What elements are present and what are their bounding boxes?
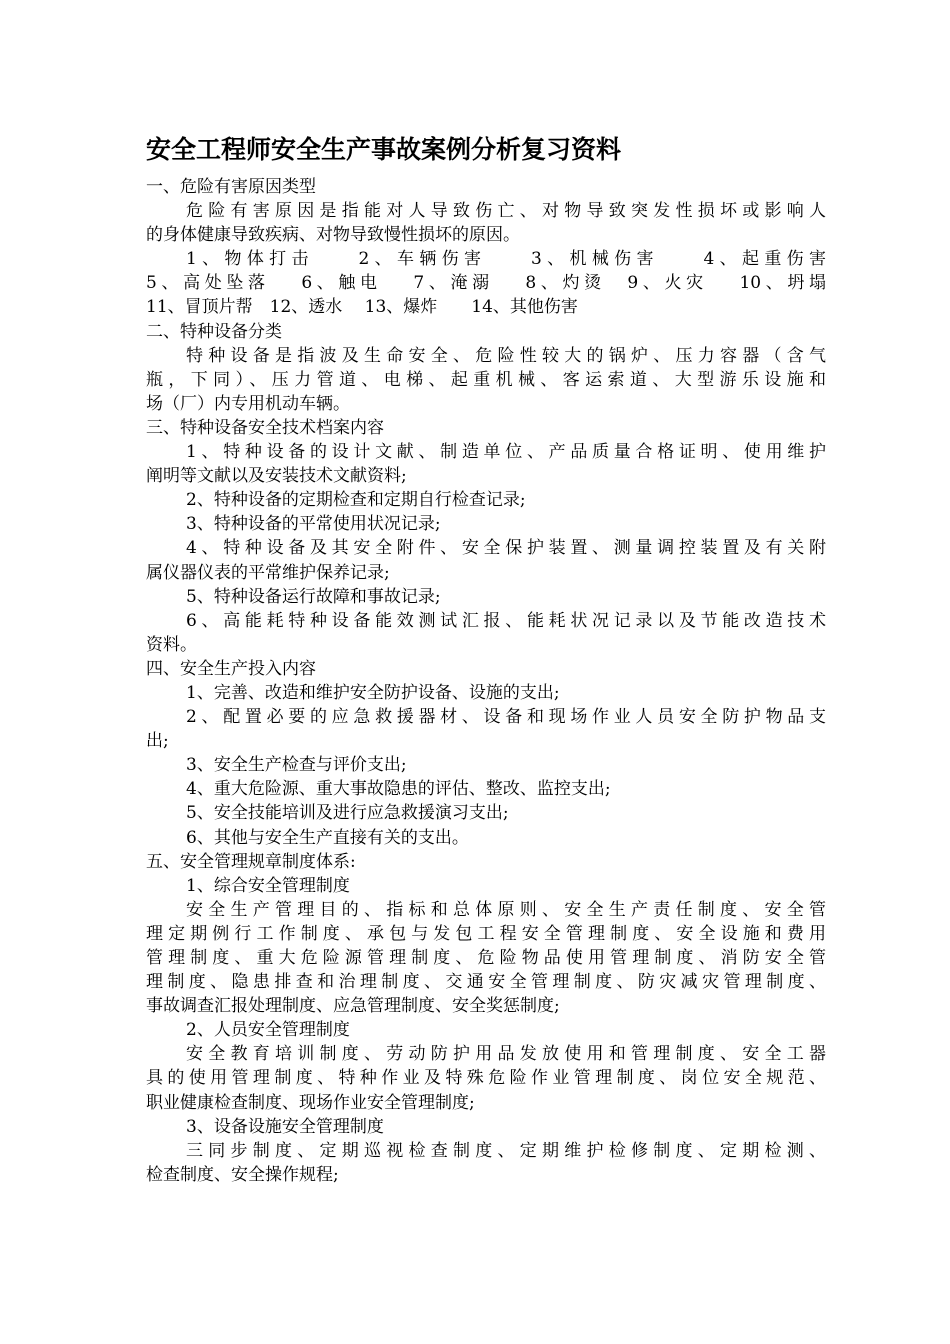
text-line: 6、高能耗特种设备能效测试汇报、能耗状况记录以及节能改造技术: [186, 610, 826, 631]
text-line: 5、高处坠落 6、触电 7、淹溺 8、灼烫 9、火灾 10、坍塌: [146, 273, 826, 294]
text-line: 五、安全管理规章制度体系:: [146, 851, 356, 872]
text-line: 1、特种设备的设计文献、制造单位、产品质量合格证明、使用维护: [186, 442, 826, 463]
text-line: 资料。: [146, 634, 197, 655]
text-line: 管理制度、重大危险源管理制度、危险物品使用管理制度、消防安全管: [146, 948, 826, 968]
text-line: 瓶，下同）、压力管道、电梯、起重机械、客运索道、大型游乐设施和: [146, 369, 826, 390]
text-line: 理定期例行工作制度、承包与发包工程安全管理制度、安全设施和费用: [146, 923, 826, 944]
text-line: 2、特种设备的定期检查和定期自行检查记录;: [186, 490, 526, 511]
text-line: 3、安全生产检查与评价支出;: [186, 755, 407, 776]
text-line: 3、设备设施安全管理制度: [186, 1116, 384, 1137]
text-line: 属仪器仪表的平常维护保养记录;: [146, 562, 390, 583]
text-line: 场（厂）内专用机动车辆。: [146, 393, 350, 414]
text-line: 5、安全技能培训及进行应急救援演习支出;: [186, 803, 509, 824]
text-line: 具的使用管理制度、特种作业及特殊危险作业管理制度、岗位安全规范、: [146, 1068, 826, 1089]
document-title: 安全工程师安全生产事故案例分析复习资料: [146, 135, 622, 164]
document-body: [146, 175, 826, 1187]
text-line: 检查制度、安全操作规程;: [146, 1164, 339, 1185]
text-line: 3、特种设备的平常使用状况记录;: [186, 514, 441, 535]
text-line: 1、综合安全管理制度: [186, 875, 350, 896]
text-line: 安全生产管理目的、指标和总体原则、安全生产责任制度、安全管: [186, 899, 826, 920]
text-line: 三、特种设备安全技术档案内容: [146, 417, 384, 438]
text-line: 特种设备是指波及生命安全、危险性较大的锅炉、压力容器（含气: [186, 345, 826, 366]
text-line: 1、物体打击 2、车辆伤害 3、机械伤害 4、起重伤害: [186, 249, 826, 270]
text-line: 1、完善、改造和维护安全防护设备、设施的支出;: [186, 682, 560, 703]
text-line: 11、冒顶片帮 12、透水 13、爆炸 14、其他伤害: [146, 297, 578, 318]
text-line: 二、特种设备分类: [146, 321, 282, 342]
text-line: 6、其他与安全生产直接有关的支出。: [186, 827, 469, 848]
text-line: 4、特种设备及其安全附件、安全保护装置、测量调控装置及有关附: [186, 538, 826, 559]
text-line: 2、人员安全管理制度: [186, 1020, 350, 1041]
text-line: 四、安全生产投入内容: [146, 658, 316, 679]
text-line: 2、配置必要的应急救援器材、设备和现场作业人员安全防护物品支: [186, 707, 826, 728]
text-line: 阐明等文献以及安装技术文献资料;: [146, 466, 407, 487]
text-line: 安全教育培训制度、劳动防护用品发放使用和管理制度、安全工器: [186, 1044, 826, 1065]
text-line: 出;: [146, 731, 169, 752]
text-line: 职业健康检查制度、现场作业安全管理制度;: [146, 1092, 475, 1113]
text-line: 一、危险有害原因类型: [146, 177, 316, 197]
text-line: 4、重大危险源、重大事故隐患的评估、整改、监控支出;: [186, 779, 611, 800]
text-line: 危险有害原因是指能对人导致伤亡、对物导致突发性损坏或影响人: [186, 201, 826, 222]
text-line: 三同步制度、定期巡视检查制度、定期维护检修制度、定期检测、: [186, 1140, 826, 1161]
text-line: 5、特种设备运行故障和事故记录;: [186, 586, 441, 607]
text-line: 理制度、隐患排查和治理制度、交通安全管理制度、防灾减灾管理制度、: [146, 972, 826, 993]
text-line: 事故调查汇报处理制度、应急管理制度、安全奖惩制度;: [146, 996, 560, 1017]
text-line: 的身体健康导致疾病、对物导致慢性损坏的原因。: [146, 225, 520, 246]
